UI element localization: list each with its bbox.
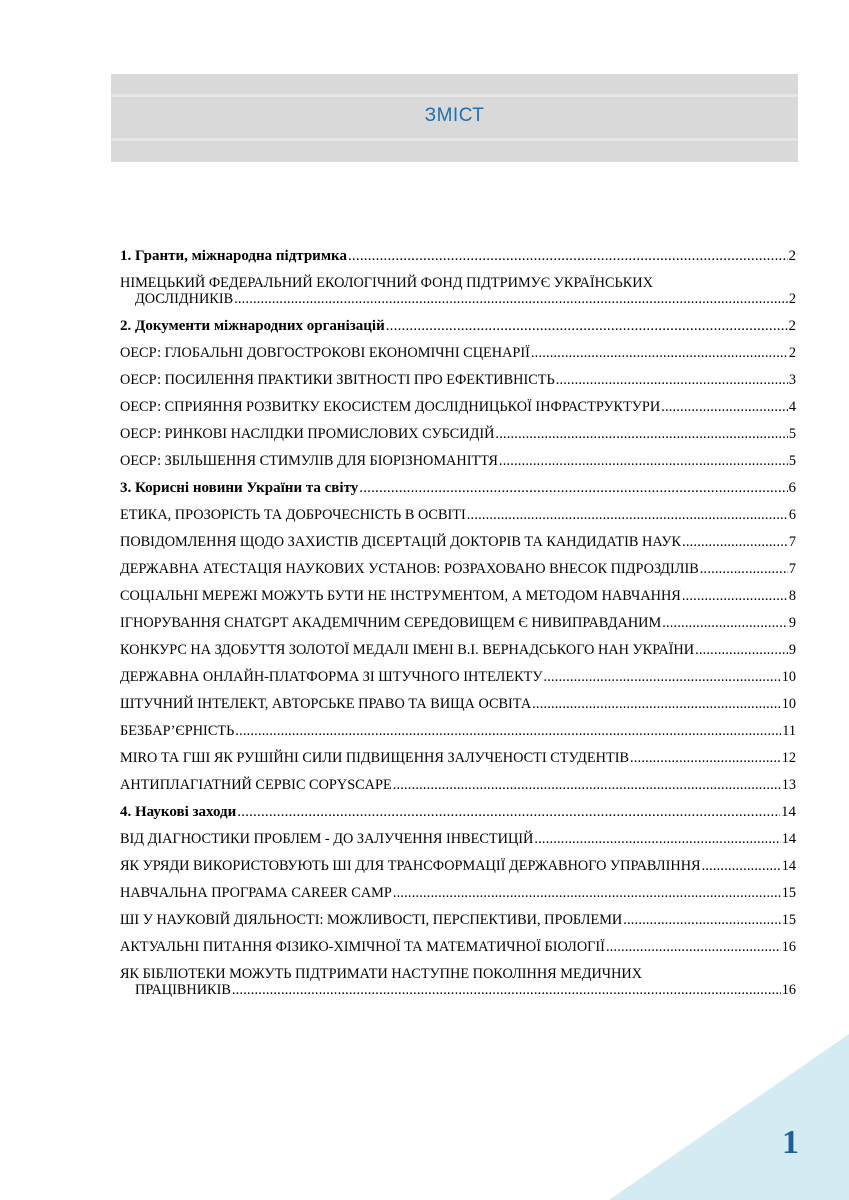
toc-leader-dots — [661, 399, 788, 415]
toc-entry-text: АНТИПЛАГІАТНИЙ СЕРВІС COPYSCAPE — [120, 777, 392, 793]
toc-leader-dots — [543, 669, 780, 685]
toc-page-number: 11 — [782, 723, 796, 739]
toc-page-number: 4 — [788, 399, 796, 415]
toc-entry-text: ОЕСР: ПОСИЛЕННЯ ПРАКТИКИ ЗВІТНОСТІ ПРО ЕФЕКТИВНІСТЬ — [120, 372, 555, 388]
toc-page-number: 10 — [781, 669, 796, 685]
toc-section-heading[interactable] — [120, 804, 796, 820]
toc-leader-dots — [495, 426, 787, 442]
toc-entry-text: ОЕСР: ГЛОБАЛЬНІ ДОВГОСТРОКОВІ ЕКОНОМІЧНІ СЦЕНАРІЇ — [120, 345, 530, 361]
toc-leader-dots — [700, 561, 788, 577]
toc-entry-text: ДЕРЖАВНА ОНЛАЙН-ПЛАТФОРМА ЗІ ШТУЧНОГО ІНТЕЛЕКТУ — [120, 669, 543, 685]
toc-entry[interactable] — [120, 912, 796, 928]
toc-page-number: 7 — [788, 561, 796, 577]
toc-entry[interactable] — [120, 723, 796, 739]
toc-entry-text: ОЕСР: РИНКОВІ НАСЛІДКИ ПРОМИСЛОВИХ СУБСИДІЙ — [120, 426, 495, 442]
toc-entry[interactable] — [120, 453, 796, 469]
toc-leader-dots — [237, 804, 780, 820]
page-number: 1 — [782, 1124, 799, 1161]
toc-entry[interactable] — [120, 534, 796, 550]
toc-leader-dots — [348, 248, 788, 264]
toc-leader-dots — [467, 507, 788, 523]
toc-leader-dots — [534, 831, 780, 847]
toc-leader-dots — [393, 777, 781, 793]
toc-entry[interactable] — [120, 966, 796, 998]
toc-page-number: 2 — [788, 291, 796, 307]
toc-entry-text: ОЕСР: СПРИЯННЯ РОЗВИТКУ ЕКОСИСТЕМ ДОСЛІДНИЦЬКОЇ ІНФРАСТРУКТУРИ — [120, 399, 661, 415]
toc-page-number: 3 — [788, 372, 796, 388]
toc-section-heading[interactable] — [120, 248, 796, 264]
toc-entry-text: ШТУЧНИЙ ІНТЕЛЕКТ, АВТОРСЬКЕ ПРАВО ТА ВИЩА ОСВІТА — [120, 696, 532, 712]
toc-entry-text: 3. Корисні новини України та світу — [120, 480, 359, 496]
toc-entry[interactable] — [120, 588, 796, 604]
toc-page-number: 14 — [781, 831, 796, 847]
toc-page-number: 13 — [781, 777, 796, 793]
toc-entry[interactable] — [120, 345, 796, 361]
toc-entry-text: НІМЕЦЬКИЙ ФЕДЕРАЛЬНИЙ ЕКОЛОГІЧНИЙ ФОНД ПІДТРИМУЄ УКРАЇНСЬКИХ — [120, 275, 653, 291]
toc-page-number: 10 — [781, 696, 796, 712]
toc-entry[interactable] — [120, 885, 796, 901]
toc-page-number: 12 — [781, 750, 796, 766]
toc-leader-dots — [695, 642, 788, 658]
corner-triangle — [609, 1034, 849, 1200]
toc-leader-dots — [623, 912, 780, 928]
toc-leader-dots — [531, 345, 788, 361]
toc-leader-dots — [682, 534, 788, 550]
toc-entry[interactable] — [120, 831, 796, 847]
toc-entry-text: НАВЧАЛЬНА ПРОГРАМА CAREER CAMP — [120, 885, 392, 901]
toc-entry[interactable] — [120, 642, 796, 658]
toc-entry-text: БЕЗБАР’ЄРНІСТЬ — [120, 723, 235, 739]
toc-entry[interactable] — [120, 750, 796, 766]
title-band-strip — [111, 138, 798, 141]
toc-entry-text: ЯК БІБЛІОТЕКИ МОЖУТЬ ПІДТРИМАТИ НАСТУПНЕ ПОКОЛІННЯ МЕДИЧНИХ — [120, 966, 643, 982]
toc-page-number: 6 — [788, 507, 796, 523]
toc-page-number: 2 — [788, 318, 796, 334]
page-title: ЗМІСТ — [424, 105, 485, 126]
toc-entry[interactable] — [120, 777, 796, 793]
toc-section-heading[interactable] — [120, 480, 796, 496]
toc-entry[interactable] — [120, 275, 796, 307]
toc-entry-text: ДОСЛІДНИКІВ — [135, 291, 234, 307]
toc-entry-text: СОЦІАЛЬНІ МЕРЕЖІ МОЖУТЬ БУТИ НЕ ІНСТРУМЕНТОМ, А МЕТОДОМ НАВЧАННЯ — [120, 588, 681, 604]
toc-page-number: 15 — [781, 885, 796, 901]
toc-entry[interactable] — [120, 507, 796, 523]
toc-page-number: 5 — [788, 453, 796, 469]
toc-page-number: 16 — [781, 982, 796, 998]
toc-page-number: 15 — [781, 912, 796, 928]
toc-entry[interactable] — [120, 561, 796, 577]
toc-leader-dots — [386, 318, 788, 334]
toc-leader-dots — [393, 885, 781, 901]
toc-leader-dots — [556, 372, 788, 388]
toc-entry-text: ШІ У НАУКОВІЙ ДІЯЛЬНОСТІ: МОЖЛИВОСТІ, ПЕРСПЕКТИВИ, ПРОБЛЕМИ — [120, 912, 623, 928]
toc-entry-text: ЯК УРЯДИ ВИКОРИСТОВУЮТЬ ШІ ДЛЯ ТРАНСФОРМАЦІЇ ДЕРЖАВНОГО УПРАВЛІННЯ — [120, 858, 701, 874]
toc-entry[interactable] — [120, 615, 796, 631]
toc-leader-dots — [662, 615, 788, 631]
toc-entry-text: КОНКУРС НА ЗДОБУТТЯ ЗОЛОТОЇ МЕДАЛІ ІМЕНІ В.І. ВЕРНАДСЬКОГО НАН УКРАЇНИ — [120, 642, 695, 658]
toc-page-number: 9 — [788, 642, 796, 658]
toc-entry-text: MIRO ТА ГШІ ЯК РУШІЙНІ СИЛИ ПІДВИЩЕННЯ ЗАЛУЧЕНОСТІ СТУДЕНТІВ — [120, 750, 629, 766]
toc-entry[interactable] — [120, 399, 796, 415]
toc-page-number: 2 — [788, 345, 796, 361]
toc-leader-dots — [702, 858, 781, 874]
toc-page-number: 2 — [788, 248, 796, 264]
toc-page-number: 7 — [788, 534, 796, 550]
table-of-contents — [120, 248, 796, 1009]
toc-entry[interactable] — [120, 696, 796, 712]
toc-page-number: 14 — [781, 858, 796, 874]
toc-entry[interactable] — [120, 669, 796, 685]
toc-page-number: 14 — [781, 804, 796, 820]
toc-entry-text: 2. Документи міжнародних організацій — [120, 318, 385, 334]
toc-entry[interactable] — [120, 858, 796, 874]
toc-leader-dots — [532, 696, 781, 712]
toc-page-number: 8 — [788, 588, 796, 604]
toc-entry[interactable] — [120, 939, 796, 955]
toc-page-number: 6 — [788, 480, 796, 496]
toc-entry-text: ПОВІДОМЛЕННЯ ЩОДО ЗАХИСТІВ ДІСЕРТАЦІЙ ДОКТОРІВ ТА КАНДИДАТІВ НАУК — [120, 534, 682, 550]
toc-entry-text: 1. Гранти, міжнародна підтримка — [120, 248, 347, 264]
toc-leader-dots — [235, 723, 781, 739]
toc-entry-text: ОЕСР: ЗБІЛЬШЕННЯ СТИМУЛІВ ДЛЯ БІОРІЗНОМАНІТТЯ — [120, 453, 498, 469]
toc-entry-text: АКТУАЛЬНІ ПИТАННЯ ФІЗИКО-ХІМІЧНОЇ ТА МАТЕМАТИЧНОЇ БІОЛОГІЇ — [120, 939, 605, 955]
toc-entry-text: ВІД ДІАГНОСТИКИ ПРОБЛЕМ - ДО ЗАЛУЧЕННЯ ІНВЕСТИЦІЙ — [120, 831, 534, 847]
toc-entry[interactable] — [120, 426, 796, 442]
toc-entry-text: ІГНОРУВАННЯ CHATGPT АКАДЕМІЧНИМ СЕРЕДОВИЩЕМ Є НИВИПРАВДАНИМ — [120, 615, 662, 631]
toc-page-number: 5 — [788, 426, 796, 442]
toc-page-number: 9 — [788, 615, 796, 631]
toc-page-number: 16 — [781, 939, 796, 955]
toc-leader-dots — [234, 291, 788, 307]
title-band — [111, 74, 798, 162]
toc-entry[interactable] — [120, 372, 796, 388]
toc-leader-dots — [232, 982, 781, 998]
title-band-strip — [111, 94, 798, 97]
toc-entry-text: 4. Наукові заходи — [120, 804, 237, 820]
toc-section-heading[interactable] — [120, 318, 796, 334]
corner-decoration — [609, 1034, 849, 1200]
toc-entry-text: ЕТИКА, ПРОЗОРІСТЬ ТА ДОБРОЧЕСНІСТЬ В ОСВІТІ — [120, 507, 466, 523]
toc-leader-dots — [359, 480, 787, 496]
toc-leader-dots — [630, 750, 781, 766]
toc-entry-text: ДЕРЖАВНА АТЕСТАЦІЯ НАУКОВИХ УСТАНОВ: РОЗРАХОВАНО ВНЕСОК ПІДРОЗДІЛІВ — [120, 561, 699, 577]
toc-leader-dots — [499, 453, 788, 469]
toc-leader-dots — [682, 588, 788, 604]
toc-entry-text: ПРАЦІВНИКІВ — [135, 982, 231, 998]
toc-leader-dots — [606, 939, 781, 955]
